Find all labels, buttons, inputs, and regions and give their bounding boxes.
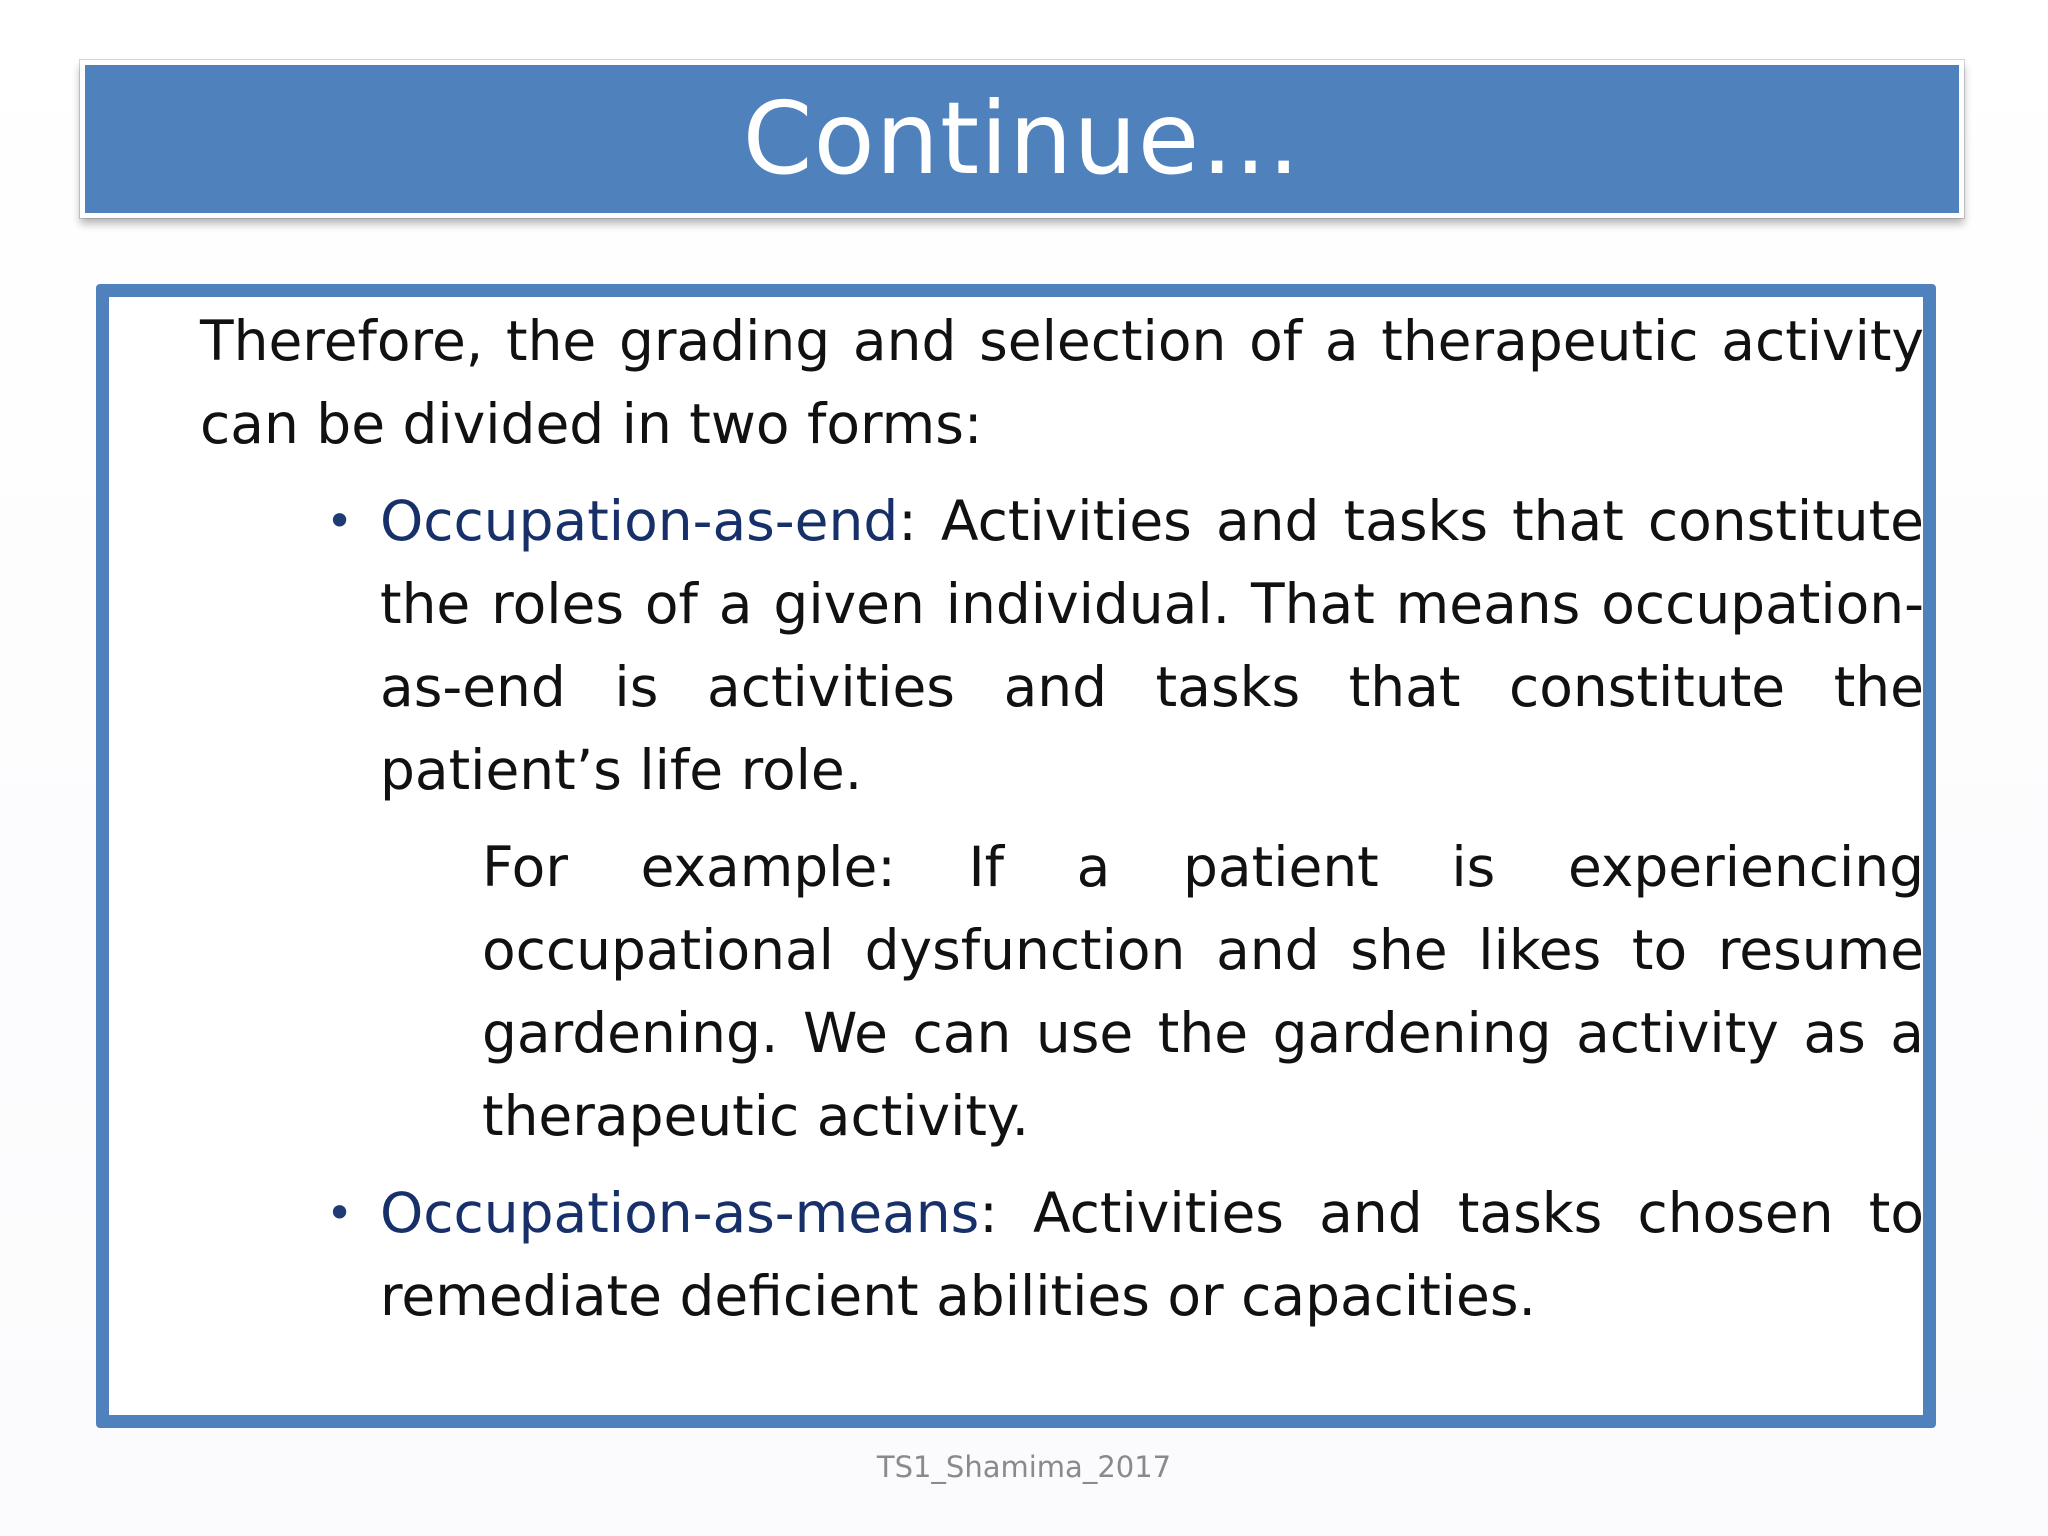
slide-body	[200, 300, 1924, 1352]
example-paragraph: For example: If a patient is experiencing occupational dysfunction and she likes to resume gardening. We can use the gardening activity as a therapeutic activity.	[482, 835, 1924, 1148]
bullet-text: : Activities and tasks chosen to remediate deficient abilities or capacities.	[380, 1181, 1924, 1328]
bullet-occupation-as-end	[200, 480, 1924, 812]
slide-footer: TS1_Shamima_2017	[876, 1450, 1172, 1484]
bullet-occupation-as-means	[200, 1172, 1924, 1338]
bullet-marker-icon: •	[326, 1186, 354, 1240]
bullet-text: : Activities and tasks that constitute the roles of a given individual. That means occupation-as-end is activities and tasks that constitute the patient’s life role.	[380, 489, 1924, 802]
bullet-marker-icon: •	[326, 494, 354, 548]
title-bar	[80, 60, 1964, 218]
intro-paragraph: Therefore, the grading and selection of a therapeutic activity can be divided in two forms:	[200, 309, 1924, 456]
term-occupation-as-end: Occupation-as-end	[380, 489, 899, 553]
slide-title: Continue…	[742, 80, 1302, 197]
term-occupation-as-means: Occupation-as-means	[380, 1181, 980, 1245]
